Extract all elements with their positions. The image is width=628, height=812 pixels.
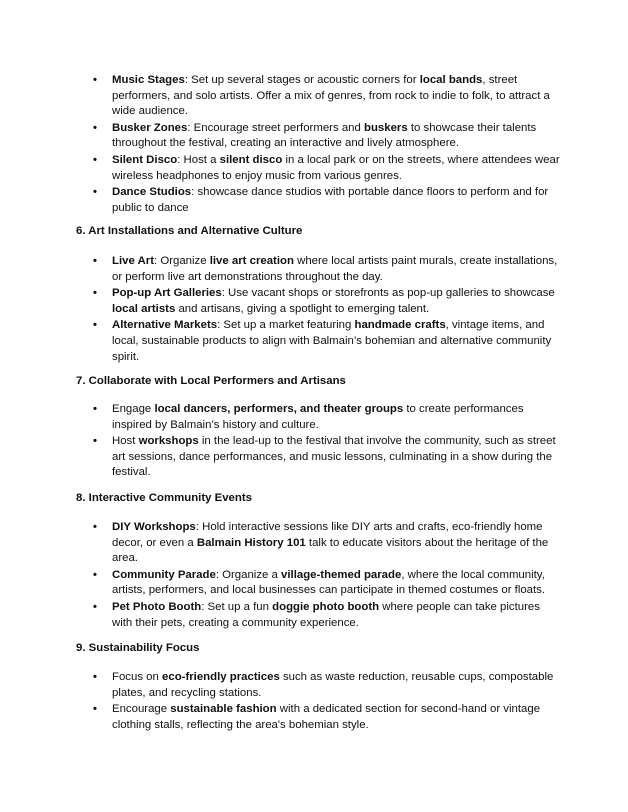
bullet-icon: • [93, 255, 97, 267]
music-list [93, 73, 562, 217]
bold-text: Busker Zones [112, 121, 188, 134]
bold-text: Pet Photo Booth [112, 600, 202, 613]
bullet-icon: • [93, 153, 97, 166]
body-text: , vintage items, and local, sustainable products to align with Balmain’s bohemian and alternative community spirit. [112, 319, 552, 363]
collaborate-list [93, 402, 562, 482]
body-text: with a dedicated section for second-hand or vintage clothing stalls, reflecting the area's bohemian style. [112, 703, 541, 731]
list-item [93, 702, 562, 733]
bold-text: local bands [419, 74, 483, 86]
body-text: to showcase their talents throughout the festival, creating an interactive and lively atmosphere. [112, 121, 537, 150]
body-text: , where the local community, artists, performers, and local businesses can participate in themed costumes or floats. [112, 568, 546, 597]
body-text: : Set up a market featuring [217, 319, 355, 332]
section-7-heading: 7. Collaborate with Local Performers and Artisans [76, 375, 346, 387]
bold-text: eco-friendly practices [162, 671, 280, 683]
body-text: Encourage [112, 703, 171, 716]
body-text: Engage [112, 403, 155, 415]
bold-text: live art creation [209, 255, 294, 267]
body-text: : Hold interactive sessions like DIY arts and crafts, eco-friendly home decor, or even a [112, 521, 543, 549]
section-9-heading: 9. Sustainability Focus [76, 642, 200, 654]
body-text: talk to educate visitors about the heritage of the area. [112, 536, 549, 565]
section-8-heading: 8. Interactive Community Events [76, 492, 252, 504]
bold-text: Pop-up Art Galleries [112, 287, 222, 300]
bullet-icon: • [93, 671, 97, 683]
bold-text: sustainable fashion [170, 703, 277, 716]
bullet-icon: • [93, 74, 97, 86]
list-item [93, 153, 562, 184]
bullet-icon: • [93, 703, 97, 716]
bold-text: silent disco [219, 153, 283, 166]
bold-text: Dance Studios [112, 186, 192, 199]
bullet-icon: • [93, 600, 97, 613]
bullet-icon: • [93, 521, 97, 533]
body-text: : Organize a [215, 568, 282, 581]
list-item [93, 434, 562, 481]
bold-text: workshops [138, 435, 199, 448]
body-text: Focus on [112, 671, 163, 683]
bold-text: Live Art [112, 255, 154, 267]
body-text: : showcase dance studios with portable dance floors to perform and for public to dance [112, 186, 549, 214]
bold-text: Alternative Markets [112, 319, 218, 332]
body-text: where local artists paint murals, create installations, or perform live art demonstrations throughout the day. [112, 255, 558, 283]
bullet-icon: • [93, 403, 97, 415]
body-text: where people can take pictures with their pets, creating a community experience. [112, 600, 540, 629]
list-item [93, 318, 562, 365]
list-item [93, 185, 562, 216]
list-item [93, 402, 562, 433]
bold-text: DIY Workshops [112, 521, 196, 533]
bullet-icon: • [93, 287, 97, 300]
body-text: : Use vacant shops or storefronts as pop-up galleries to showcase [221, 287, 555, 300]
bullet-icon: • [93, 186, 97, 199]
bold-text: doggie photo booth [272, 600, 380, 613]
body-text: : Host a [177, 153, 220, 166]
bold-text: handmade crafts [354, 319, 446, 332]
list-item [93, 254, 562, 285]
bullet-icon: • [93, 319, 97, 332]
body-text: : Set up a fun [201, 600, 273, 613]
bold-text: local artists [112, 302, 176, 315]
list-item [93, 286, 562, 317]
bullet-icon: • [93, 435, 97, 448]
bold-text: village-themed parade [281, 568, 402, 581]
bold-text: Silent Disco [112, 153, 178, 166]
body-text: : Organize [154, 255, 210, 267]
bullet-icon: • [93, 568, 97, 581]
bold-text: Music Stages [112, 74, 185, 86]
list-item [93, 73, 562, 120]
body-text: Host [112, 435, 139, 448]
bold-text: local dancers, performers, and theater groups [154, 403, 404, 415]
body-text: , street performers, and solo artists. Offer a mix of genres, from rock to indie to folk, to attract a wide audience. [112, 74, 550, 118]
bullet-icon: • [93, 121, 97, 134]
bold-text: Community Parade [112, 568, 216, 581]
body-text: in a local park or on the streets, where attendees wear wireless headphones to enjoy music from various genres. [112, 153, 560, 182]
sustainability-list [93, 670, 562, 734]
list-item [93, 121, 562, 152]
body-text: : Set up several stages or acoustic corners for [184, 74, 420, 86]
body-text: in the lead-up to the festival that involve the community, such as street art sessions, dance performances, and music lessons, culminating in a show during the festival. [112, 435, 556, 479]
section-6-heading: 6. Art Installations and Alternative Culture [76, 225, 303, 237]
body-text: : Encourage street performers and [187, 121, 364, 134]
art-list [93, 254, 562, 366]
list-item [93, 520, 562, 567]
list-item [93, 600, 562, 631]
list-item [93, 670, 562, 701]
body-text: and artisans, giving a spotlight to emerging talent. [175, 302, 430, 315]
list-item [93, 568, 562, 599]
body-text: such as waste reduction, reusable cups, compostable plates, and recycling stations. [112, 671, 554, 699]
bold-text: buskers [364, 121, 408, 134]
body-text: to create performances inspired by Balmain’s history and culture. [112, 403, 524, 431]
bold-text: Balmain History 101 [196, 536, 306, 549]
events-list [93, 520, 562, 632]
